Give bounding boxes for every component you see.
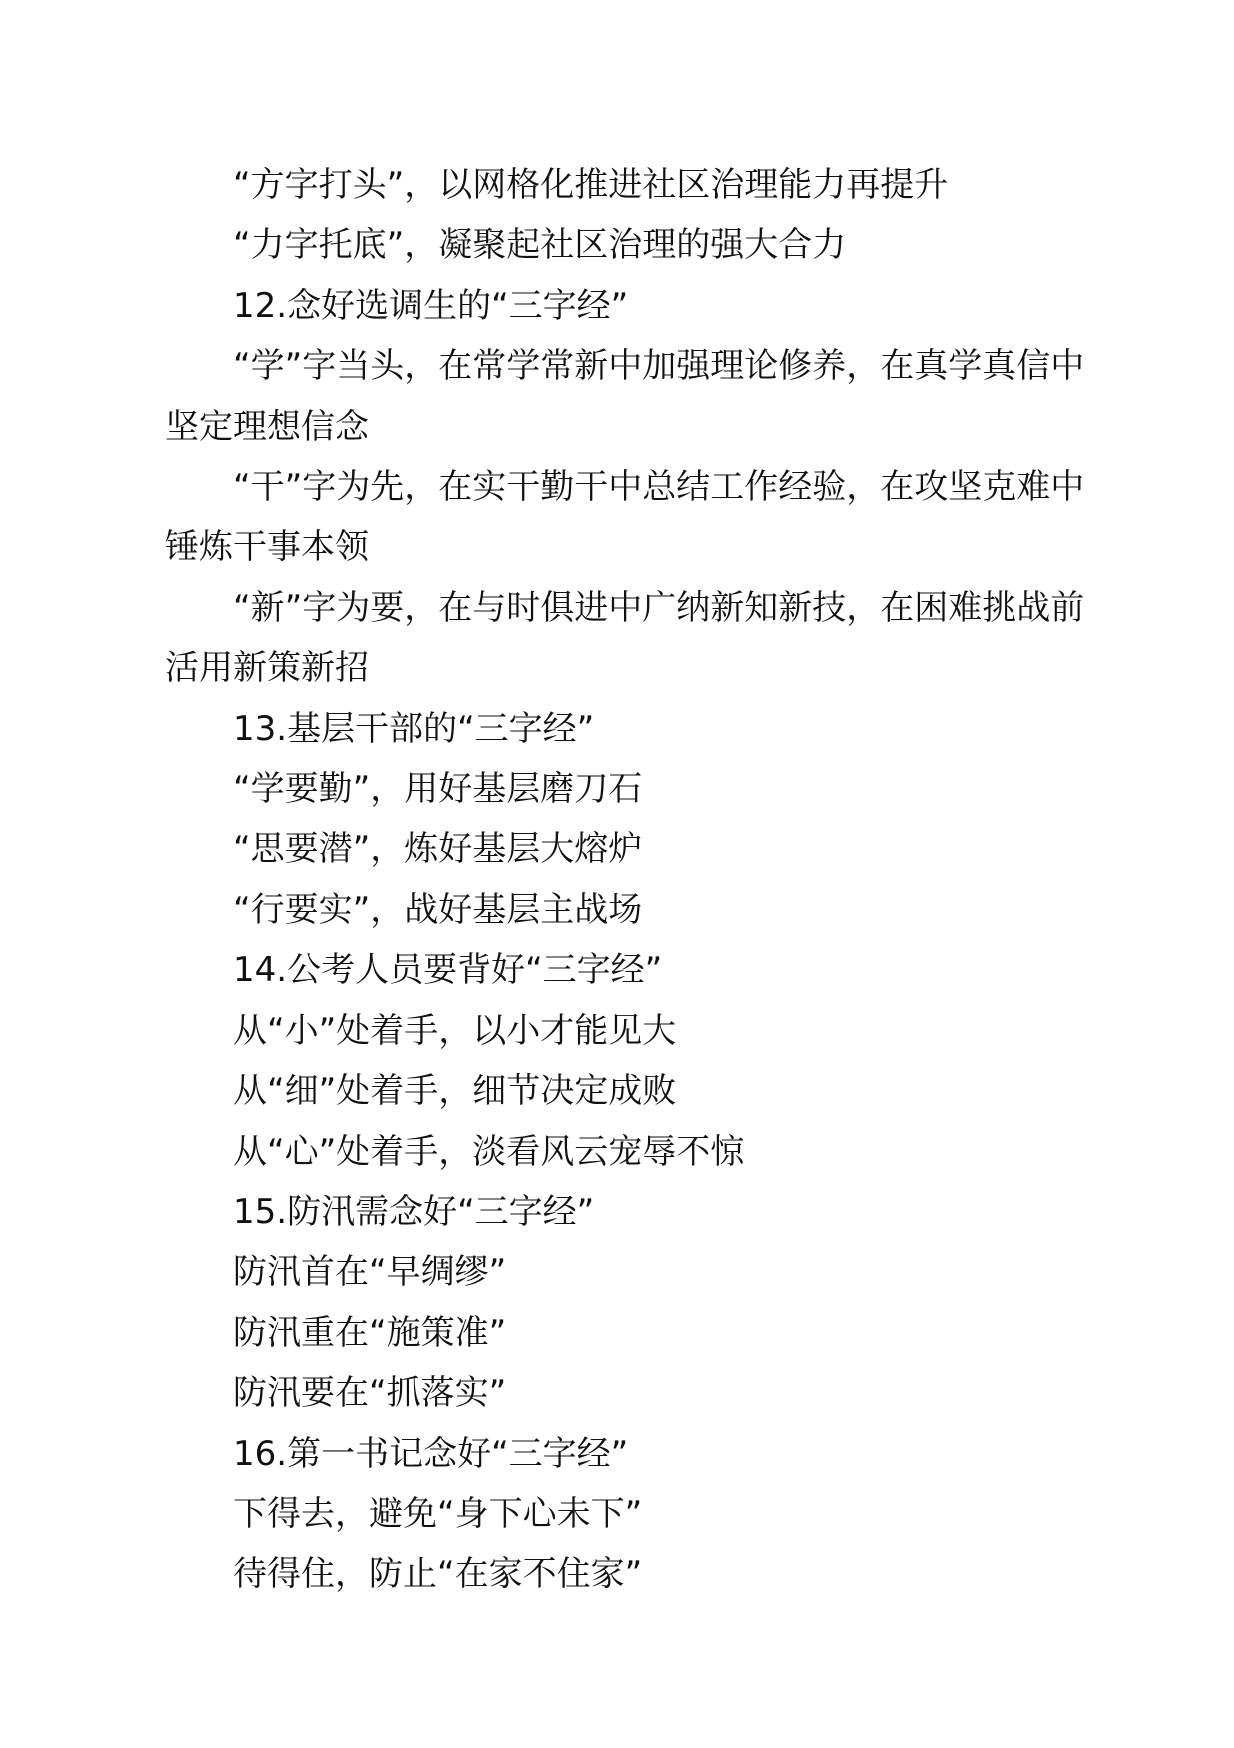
paragraph: “行要实”，战好基层主战场 <box>233 889 643 930</box>
paragraph: “学”字当头，在常学常新中加强理论修养，在真学真信中坚定理想信念 <box>165 346 1085 447</box>
paragraph: “干”字为先，在实干勤干中总结工作经验，在攻坚克难中锤炼干事本领 <box>165 467 1085 568</box>
paragraph: “方字打头”，以网格化推进社区治理能力再提升 <box>233 165 949 205</box>
section-heading: 16.第一书记念好“三字经” <box>233 1433 629 1474</box>
paragraph: “思要潜”，炼好基层大熔炉 <box>233 829 643 870</box>
paragraph: 从“心”处着手，淡看风云宠辱不惊 <box>233 1131 745 1172</box>
section-heading: 15.防汛需念好“三字经” <box>233 1191 595 1232</box>
paragraph: “力字托底”，凝聚起社区治理的强大合力 <box>233 225 847 266</box>
paragraph: 防汛要在“抓落实” <box>233 1373 507 1414</box>
paragraph: “学要勤”，用好基层磨刀石 <box>233 769 643 810</box>
paragraph: 下得去，避免“身下心未下” <box>233 1493 643 1534</box>
paragraph: 防汛重在“施策准” <box>233 1312 507 1353</box>
paragraph: 待得住，防止“在家不住家” <box>233 1554 643 1595</box>
paragraph: 从“小”处着手，以小才能见大 <box>233 1010 677 1051</box>
paragraph: 从“细”处着手，细节决定成败 <box>233 1071 677 1112</box>
paragraph: “新”字为要，在与时俱进中广纳新知新技，在困难挑战前活用新策新招 <box>165 587 1085 689</box>
section-heading: 12.念好选调生的“三字经” <box>233 285 629 326</box>
paragraph: 防汛首在“早绸缪” <box>233 1252 507 1293</box>
document-body <box>165 155 1115 1605</box>
section-heading: 14.公考人员要背好“三字经” <box>233 950 663 991</box>
section-heading: 13.基层干部的“三字经” <box>233 708 595 749</box>
